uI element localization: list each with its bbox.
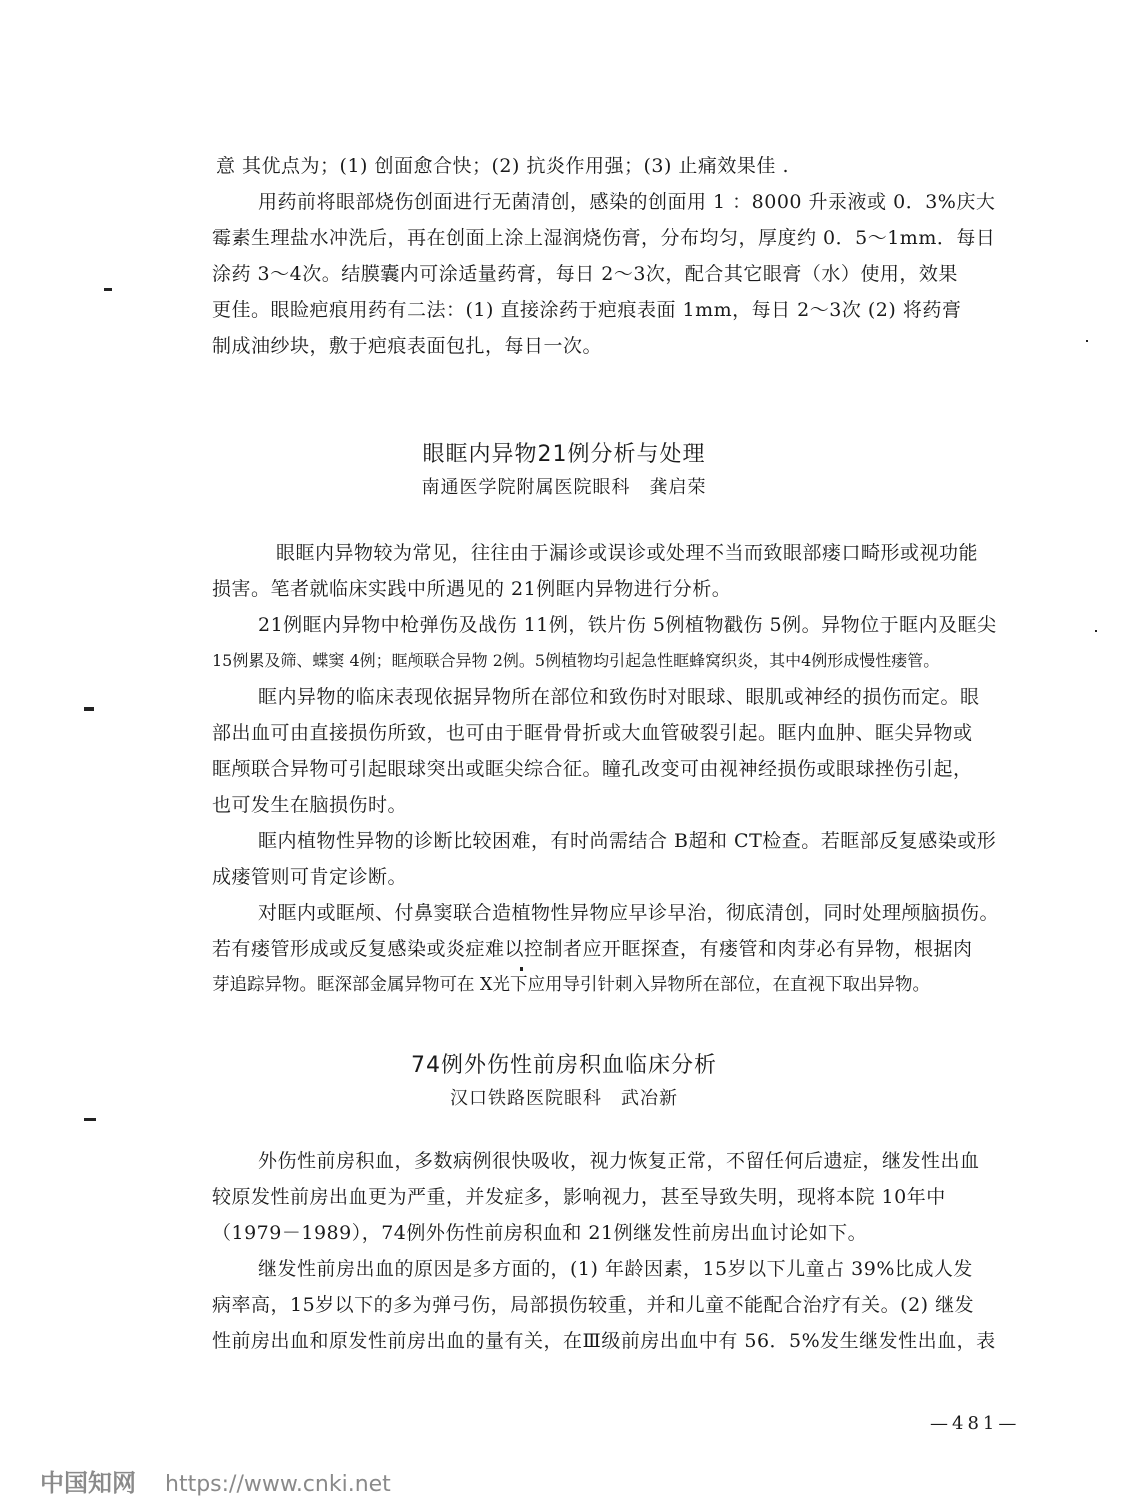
text-line: 部出血可由直接损伤所致，也可由于眶骨骨折或大血管破裂引起。眶内血肿、眶尖异物或 [212, 722, 973, 744]
text-line: 较原发性前房出血更为严重，并发症多，影响视力，甚至导致失明，现将本院 10年中 [212, 1186, 946, 1208]
text-line: 继发性前房出血的原因是多方面的，(1) 年龄因素，15岁以下儿童占 39%比成人发 [258, 1258, 973, 1280]
text-line: 涂药 3～4次。结膜囊内可涂适量药膏，每日 2～3次，配合其它眼膏（水）使用，效果 [212, 263, 958, 285]
cnki-url[interactable]: https://www.cnki.net [165, 1472, 391, 1497]
scan-speck [1086, 340, 1088, 342]
page-number: —481— [930, 1413, 1021, 1434]
text-line: 制成油纱块，敷于疤痕表面包扎，每日一次。 [212, 335, 603, 357]
text-line: 更佳。眼睑疤痕用药有二法：(1) 直接涂药于疤痕表面 1mm，每日 2～3次 (2) 将药膏 [212, 299, 962, 321]
article-title: 74例外伤性前房积血临床分析 [411, 1053, 717, 1078]
text-line: 15例累及筛、蝶窦 4例；眶颅联合异物 2例。5例植物均引起急性眶蜂窝织炎，其中4例形成慢性瘘管。 [212, 651, 940, 670]
text-line: 损害。笔者就临床实践中所遇见的 21例眶内异物进行分析。 [212, 578, 732, 600]
article-body [212, 1143, 1080, 1359]
text-line: 21例眶内异物中枪弹伤及战伤 11例，铁片伤 5例植物戳伤 5例。异物位于眶内及眶尖 [258, 614, 997, 636]
text-line: 眶内植物性异物的诊断比较困难，有时尚需结合 B超和 CT检查。若眶部反复感染或形 [258, 830, 997, 852]
article-body [212, 535, 1080, 1003]
text-line: 眼眶内异物较为常见，往往由于漏诊或误诊或处理不当而致眼部瘘口畸形或视功能 [276, 542, 979, 564]
text-line: 性前房出血和原发性前房出血的量有关，在Ⅲ级前房出血中有 56．5%发生继发性出血，表 [212, 1330, 996, 1352]
scan-speck [1095, 630, 1097, 632]
text-line: 眶内异物的临床表现依据异物所在部位和致伤时对眼球、眼肌或神经的损伤而定。眼 [258, 686, 980, 708]
article-byline: 南通医学院附属医院眼科 龚启荣 [421, 477, 707, 498]
text-line: 病率高，15岁以下的多为弹弓伤，局部损伤较重，并和儿童不能配合治疗有关。(2) 继发 [212, 1294, 975, 1316]
text-line: 眶颅联合异物可引起眼球突出或眶尖综合征。瞳孔改变可由视神经损伤或眼球挫伤引起， [212, 758, 973, 780]
cnki-logo: 中国知网 [40, 1469, 136, 1497]
text-line: 霉素生理盐水冲洗后，再在创面上涂上湿润烧伤膏，分布均匀，厚度约 0．5～1mm．每日 [212, 227, 996, 249]
scan-speck [520, 967, 523, 971]
article-byline: 汉口铁路医院眼科 武冶新 [450, 1088, 678, 1109]
text-line: 用药前将眼部烧伤创面进行无菌清创，感染的创面用 1 ：8000 升汞液或 0．3%庆大 [258, 191, 996, 213]
text-line: 也可发生在脑损伤时。 [212, 794, 408, 816]
top-section [212, 148, 1080, 364]
scan-speck [84, 707, 94, 711]
article-title: 眼眶内异物21例分析与处理 [422, 442, 706, 467]
text-line: （1979－1989），74例外伤性前房积血和 21例继发性前房出血讨论如下。 [212, 1222, 868, 1244]
scan-speck [84, 1118, 96, 1121]
text-line: 芽追踪异物。眶深部金属异物可在 X光下应用导引针刺入异物所在部位，在直视下取出异物。 [212, 975, 931, 995]
text-line: 若有瘘管形成或反复感染或炎症难以控制者应开眶探查，有瘘管和肉芽必有异物，根据肉 [212, 938, 973, 960]
text-line: 成瘘管则可肯定诊断。 [212, 866, 408, 888]
text-line: 意 其优点为；(1) 创面愈合快；(2) 抗炎作用强；(3) 止痛效果佳 . [216, 155, 789, 177]
text-line: 对眶内或眶颅、付鼻窦联合造植物性异物应早诊早治，彻底清创，同时处理颅脑损伤。 [258, 902, 1000, 924]
scan-speck [104, 288, 112, 291]
text-line: 外伤性前房积血，多数病例很快吸收，视力恢复正常，不留任何后遗症，继发性出血 [258, 1150, 980, 1172]
watermark-footer [40, 1463, 391, 1498]
